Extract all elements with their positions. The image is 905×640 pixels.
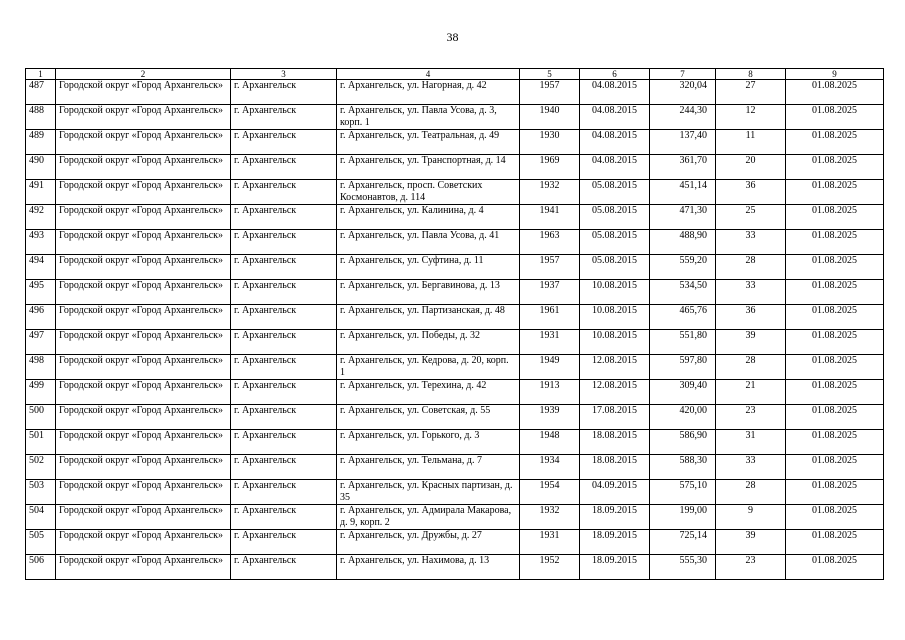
settlement-cell: г. Архангельск xyxy=(231,80,337,105)
date-recognized-cell: 04.08.2015 xyxy=(580,80,650,105)
resettlement-date-cell: 01.08.2025 xyxy=(786,280,884,305)
table-row xyxy=(26,105,884,130)
table-row xyxy=(26,205,884,230)
year-built-cell: 1932 xyxy=(520,505,580,530)
table-row xyxy=(26,80,884,105)
row-number-cell: 504 xyxy=(26,505,56,530)
settlement-cell: г. Архангельск xyxy=(231,380,337,405)
settlement-cell: г. Архангельск xyxy=(231,480,337,505)
municipality-cell: Городской округ «Город Архангельск» xyxy=(56,130,231,155)
row-number-cell: 499 xyxy=(26,380,56,405)
resettlement-date-cell: 01.08.2025 xyxy=(786,430,884,455)
resettlement-date-cell: 01.08.2025 xyxy=(786,555,884,580)
residents-cell: 28 xyxy=(716,255,786,280)
row-number-cell: 494 xyxy=(26,255,56,280)
address-cell: г. Архангельск, ул. Театральная, д. 49 xyxy=(337,130,520,155)
column-number-row xyxy=(26,69,884,80)
area-cell: 137,40 xyxy=(650,130,716,155)
year-built-cell: 1932 xyxy=(520,180,580,205)
table-row xyxy=(26,455,884,480)
resettlement-date-cell: 01.08.2025 xyxy=(786,480,884,505)
settlement-cell: г. Архангельск xyxy=(231,280,337,305)
date-recognized-cell: 04.08.2015 xyxy=(580,105,650,130)
area-cell: 551,80 xyxy=(650,330,716,355)
residents-cell: 25 xyxy=(716,205,786,230)
area-cell: 465,76 xyxy=(650,305,716,330)
municipality-cell: Городской округ «Город Архангельск» xyxy=(56,280,231,305)
resettlement-date-cell: 01.08.2025 xyxy=(786,380,884,405)
municipality-cell: Городской округ «Город Архангельск» xyxy=(56,455,231,480)
column-number: 4 xyxy=(337,69,520,80)
table-row xyxy=(26,555,884,580)
row-number-cell: 493 xyxy=(26,230,56,255)
table-row xyxy=(26,305,884,330)
municipality-cell: Городской округ «Город Архангельск» xyxy=(56,80,231,105)
year-built-cell: 1931 xyxy=(520,330,580,355)
settlement-cell: г. Архангельск xyxy=(231,430,337,455)
municipality-cell: Городской округ «Город Архангельск» xyxy=(56,180,231,205)
date-recognized-cell: 04.08.2015 xyxy=(580,130,650,155)
municipality-cell: Городской округ «Город Архангельск» xyxy=(56,230,231,255)
area-cell: 471,30 xyxy=(650,205,716,230)
row-number-cell: 488 xyxy=(26,105,56,130)
row-number-cell: 490 xyxy=(26,155,56,180)
municipality-cell: Городской округ «Город Архангельск» xyxy=(56,205,231,230)
row-number-cell: 496 xyxy=(26,305,56,330)
resettlement-date-cell: 01.08.2025 xyxy=(786,205,884,230)
residents-cell: 33 xyxy=(716,280,786,305)
settlement-cell: г. Архангельск xyxy=(231,555,337,580)
table-row xyxy=(26,155,884,180)
table-row xyxy=(26,380,884,405)
address-cell: г. Архангельск, ул. Красных партизан, д. 35 xyxy=(337,480,520,505)
table-row xyxy=(26,255,884,280)
municipality-cell: Городской округ «Город Архангельск» xyxy=(56,255,231,280)
address-cell: г. Архангельск, ул. Нахимова, д. 13 xyxy=(337,555,520,580)
page-number: 38 xyxy=(446,30,459,44)
area-cell: 559,20 xyxy=(650,255,716,280)
residents-cell: 12 xyxy=(716,105,786,130)
row-number-cell: 503 xyxy=(26,480,56,505)
year-built-cell: 1954 xyxy=(520,480,580,505)
area-cell: 725,14 xyxy=(650,530,716,555)
address-cell: г. Архангельск, ул. Адмирала Макарова, д. 9, корп. 2 xyxy=(337,505,520,530)
year-built-cell: 1941 xyxy=(520,205,580,230)
residents-cell: 21 xyxy=(716,380,786,405)
municipality-cell: Городской округ «Город Архангельск» xyxy=(56,530,231,555)
row-number-cell: 491 xyxy=(26,180,56,205)
area-cell: 586,90 xyxy=(650,430,716,455)
address-cell: г. Архангельск, ул. Горького, д. 3 xyxy=(337,430,520,455)
area-cell: 320,04 xyxy=(650,80,716,105)
column-number: 3 xyxy=(231,69,337,80)
address-cell: г. Архангельск, ул. Транспортная, д. 14 xyxy=(337,155,520,180)
area-cell: 361,70 xyxy=(650,155,716,180)
residents-cell: 27 xyxy=(716,80,786,105)
address-cell: г. Архангельск, ул. Дружбы, д. 27 xyxy=(337,530,520,555)
column-number: 5 xyxy=(520,69,580,80)
date-recognized-cell: 10.08.2015 xyxy=(580,305,650,330)
row-number-cell: 489 xyxy=(26,130,56,155)
year-built-cell: 1913 xyxy=(520,380,580,405)
date-recognized-cell: 10.08.2015 xyxy=(580,330,650,355)
municipality-cell: Городской округ «Город Архангельск» xyxy=(56,505,231,530)
resettlement-date-cell: 01.08.2025 xyxy=(786,130,884,155)
settlement-cell: г. Архангельск xyxy=(231,130,337,155)
area-cell: 588,30 xyxy=(650,455,716,480)
resettlement-date-cell: 01.08.2025 xyxy=(786,255,884,280)
row-number-cell: 502 xyxy=(26,455,56,480)
year-built-cell: 1930 xyxy=(520,130,580,155)
settlement-cell: г. Архангельск xyxy=(231,330,337,355)
date-recognized-cell: 04.08.2015 xyxy=(580,155,650,180)
residents-cell: 23 xyxy=(716,555,786,580)
row-number-cell: 501 xyxy=(26,430,56,455)
row-number-cell: 487 xyxy=(26,80,56,105)
resettlement-date-cell: 01.08.2025 xyxy=(786,530,884,555)
address-cell: г. Архангельск, ул. Калинина, д. 4 xyxy=(337,205,520,230)
resettlement-date-cell: 01.08.2025 xyxy=(786,405,884,430)
settlement-cell: г. Архангельск xyxy=(231,505,337,530)
date-recognized-cell: 10.08.2015 xyxy=(580,280,650,305)
area-cell: 534,50 xyxy=(650,280,716,305)
municipality-cell: Городской округ «Город Архангельск» xyxy=(56,405,231,430)
table-row xyxy=(26,430,884,455)
column-number: 2 xyxy=(56,69,231,80)
residents-cell: 39 xyxy=(716,530,786,555)
area-cell: 555,30 xyxy=(650,555,716,580)
address-cell: г. Архангельск, ул. Бергавинова, д. 13 xyxy=(337,280,520,305)
address-cell: г. Архангельск, ул. Тельмана, д. 7 xyxy=(337,455,520,480)
municipality-cell: Городской округ «Город Архангельск» xyxy=(56,155,231,180)
date-recognized-cell: 05.08.2015 xyxy=(580,255,650,280)
residents-cell: 20 xyxy=(716,155,786,180)
table-row xyxy=(26,505,884,530)
resettlement-date-cell: 01.08.2025 xyxy=(786,230,884,255)
address-cell: г. Архангельск, ул. Советская, д. 55 xyxy=(337,405,520,430)
date-recognized-cell: 18.09.2015 xyxy=(580,505,650,530)
column-number: 6 xyxy=(580,69,650,80)
row-number-cell: 506 xyxy=(26,555,56,580)
municipality-cell: Городской округ «Город Архангельск» xyxy=(56,430,231,455)
table-row xyxy=(26,405,884,430)
resettlement-date-cell: 01.08.2025 xyxy=(786,330,884,355)
area-cell: 488,90 xyxy=(650,230,716,255)
municipality-cell: Городской округ «Город Архангельск» xyxy=(56,480,231,505)
row-number-cell: 495 xyxy=(26,280,56,305)
residents-cell: 23 xyxy=(716,405,786,430)
address-cell: г. Архангельск, ул. Кедрова, д. 20, корп. 1 xyxy=(337,355,520,380)
date-recognized-cell: 05.08.2015 xyxy=(580,180,650,205)
residents-cell: 36 xyxy=(716,305,786,330)
area-cell: 420,00 xyxy=(650,405,716,430)
date-recognized-cell: 05.08.2015 xyxy=(580,230,650,255)
area-cell: 309,40 xyxy=(650,380,716,405)
area-cell: 597,80 xyxy=(650,355,716,380)
address-cell: г. Архангельск, ул. Нагорная, д. 42 xyxy=(337,80,520,105)
settlement-cell: г. Архангельск xyxy=(231,530,337,555)
date-recognized-cell: 18.08.2015 xyxy=(580,430,650,455)
area-cell: 451,14 xyxy=(650,180,716,205)
table-row xyxy=(26,330,884,355)
resettlement-date-cell: 01.08.2025 xyxy=(786,455,884,480)
area-cell: 244,30 xyxy=(650,105,716,130)
row-number-cell: 500 xyxy=(26,405,56,430)
settlement-cell: г. Архангельск xyxy=(231,255,337,280)
year-built-cell: 1957 xyxy=(520,80,580,105)
year-built-cell: 1940 xyxy=(520,105,580,130)
column-number: 8 xyxy=(716,69,786,80)
settlement-cell: г. Архангельск xyxy=(231,205,337,230)
settlement-cell: г. Архангельск xyxy=(231,180,337,205)
municipality-cell: Городской округ «Город Архангельск» xyxy=(56,555,231,580)
resettlement-date-cell: 01.08.2025 xyxy=(786,305,884,330)
settlement-cell: г. Архангельск xyxy=(231,305,337,330)
year-built-cell: 1963 xyxy=(520,230,580,255)
resettlement-date-cell: 01.08.2025 xyxy=(786,80,884,105)
row-number-cell: 498 xyxy=(26,355,56,380)
row-number-cell: 497 xyxy=(26,330,56,355)
resettlement-date-cell: 01.08.2025 xyxy=(786,105,884,130)
residents-cell: 33 xyxy=(716,230,786,255)
table-row xyxy=(26,355,884,380)
address-cell: г. Архангельск, ул. Павла Усова, д. 3, корп. 1 xyxy=(337,105,520,130)
date-recognized-cell: 12.08.2015 xyxy=(580,355,650,380)
row-number-cell: 492 xyxy=(26,205,56,230)
municipality-cell: Городской округ «Город Архангельск» xyxy=(56,330,231,355)
year-built-cell: 1931 xyxy=(520,530,580,555)
resettlement-date-cell: 01.08.2025 xyxy=(786,355,884,380)
municipality-cell: Городской округ «Город Архангельск» xyxy=(56,105,231,130)
table-row xyxy=(26,280,884,305)
year-built-cell: 1949 xyxy=(520,355,580,380)
column-number: 1 xyxy=(26,69,56,80)
table-row xyxy=(26,180,884,205)
residents-cell: 11 xyxy=(716,130,786,155)
address-cell: г. Архангельск, ул. Суфтина, д. 11 xyxy=(337,255,520,280)
resettlement-date-cell: 01.08.2025 xyxy=(786,155,884,180)
date-recognized-cell: 04.09.2015 xyxy=(580,480,650,505)
date-recognized-cell: 18.08.2015 xyxy=(580,455,650,480)
date-recognized-cell: 05.08.2015 xyxy=(580,205,650,230)
year-built-cell: 1937 xyxy=(520,280,580,305)
address-cell: г. Архангельск, просп. Советских Космонавтов, д. 114 xyxy=(337,180,520,205)
column-number: 7 xyxy=(650,69,716,80)
residents-cell: 31 xyxy=(716,430,786,455)
address-cell: г. Архангельск, ул. Павла Усова, д. 41 xyxy=(337,230,520,255)
settlement-cell: г. Архангельск xyxy=(231,405,337,430)
resettlement-date-cell: 01.08.2025 xyxy=(786,505,884,530)
date-recognized-cell: 12.08.2015 xyxy=(580,380,650,405)
table-row xyxy=(26,230,884,255)
table-row xyxy=(26,130,884,155)
year-built-cell: 1952 xyxy=(520,555,580,580)
settlement-cell: г. Архангельск xyxy=(231,355,337,380)
address-cell: г. Архангельск, ул. Терехина, д. 42 xyxy=(337,380,520,405)
residents-cell: 28 xyxy=(716,355,786,380)
year-built-cell: 1957 xyxy=(520,255,580,280)
settlement-cell: г. Архангельск xyxy=(231,455,337,480)
year-built-cell: 1939 xyxy=(520,405,580,430)
residents-cell: 33 xyxy=(716,455,786,480)
date-recognized-cell: 17.08.2015 xyxy=(580,405,650,430)
year-built-cell: 1961 xyxy=(520,305,580,330)
column-number: 9 xyxy=(786,69,884,80)
row-number-cell: 505 xyxy=(26,530,56,555)
resettlement-date-cell: 01.08.2025 xyxy=(786,180,884,205)
housing-table xyxy=(25,68,884,580)
residents-cell: 28 xyxy=(716,480,786,505)
year-built-cell: 1934 xyxy=(520,455,580,480)
address-cell: г. Архангельск, ул. Победы, д. 32 xyxy=(337,330,520,355)
municipality-cell: Городской округ «Город Архангельск» xyxy=(56,355,231,380)
settlement-cell: г. Архангельск xyxy=(231,155,337,180)
date-recognized-cell: 18.09.2015 xyxy=(580,555,650,580)
year-built-cell: 1948 xyxy=(520,430,580,455)
date-recognized-cell: 18.09.2015 xyxy=(580,530,650,555)
address-cell: г. Архангельск, ул. Партизанская, д. 48 xyxy=(337,305,520,330)
table-row xyxy=(26,530,884,555)
settlement-cell: г. Архангельск xyxy=(231,105,337,130)
table-row xyxy=(26,480,884,505)
settlement-cell: г. Архангельск xyxy=(231,230,337,255)
year-built-cell: 1969 xyxy=(520,155,580,180)
area-cell: 199,00 xyxy=(650,505,716,530)
municipality-cell: Городской округ «Город Архангельск» xyxy=(56,305,231,330)
residents-cell: 36 xyxy=(716,180,786,205)
municipality-cell: Городской округ «Город Архангельск» xyxy=(56,380,231,405)
residents-cell: 39 xyxy=(716,330,786,355)
residents-cell: 9 xyxy=(716,505,786,530)
area-cell: 575,10 xyxy=(650,480,716,505)
